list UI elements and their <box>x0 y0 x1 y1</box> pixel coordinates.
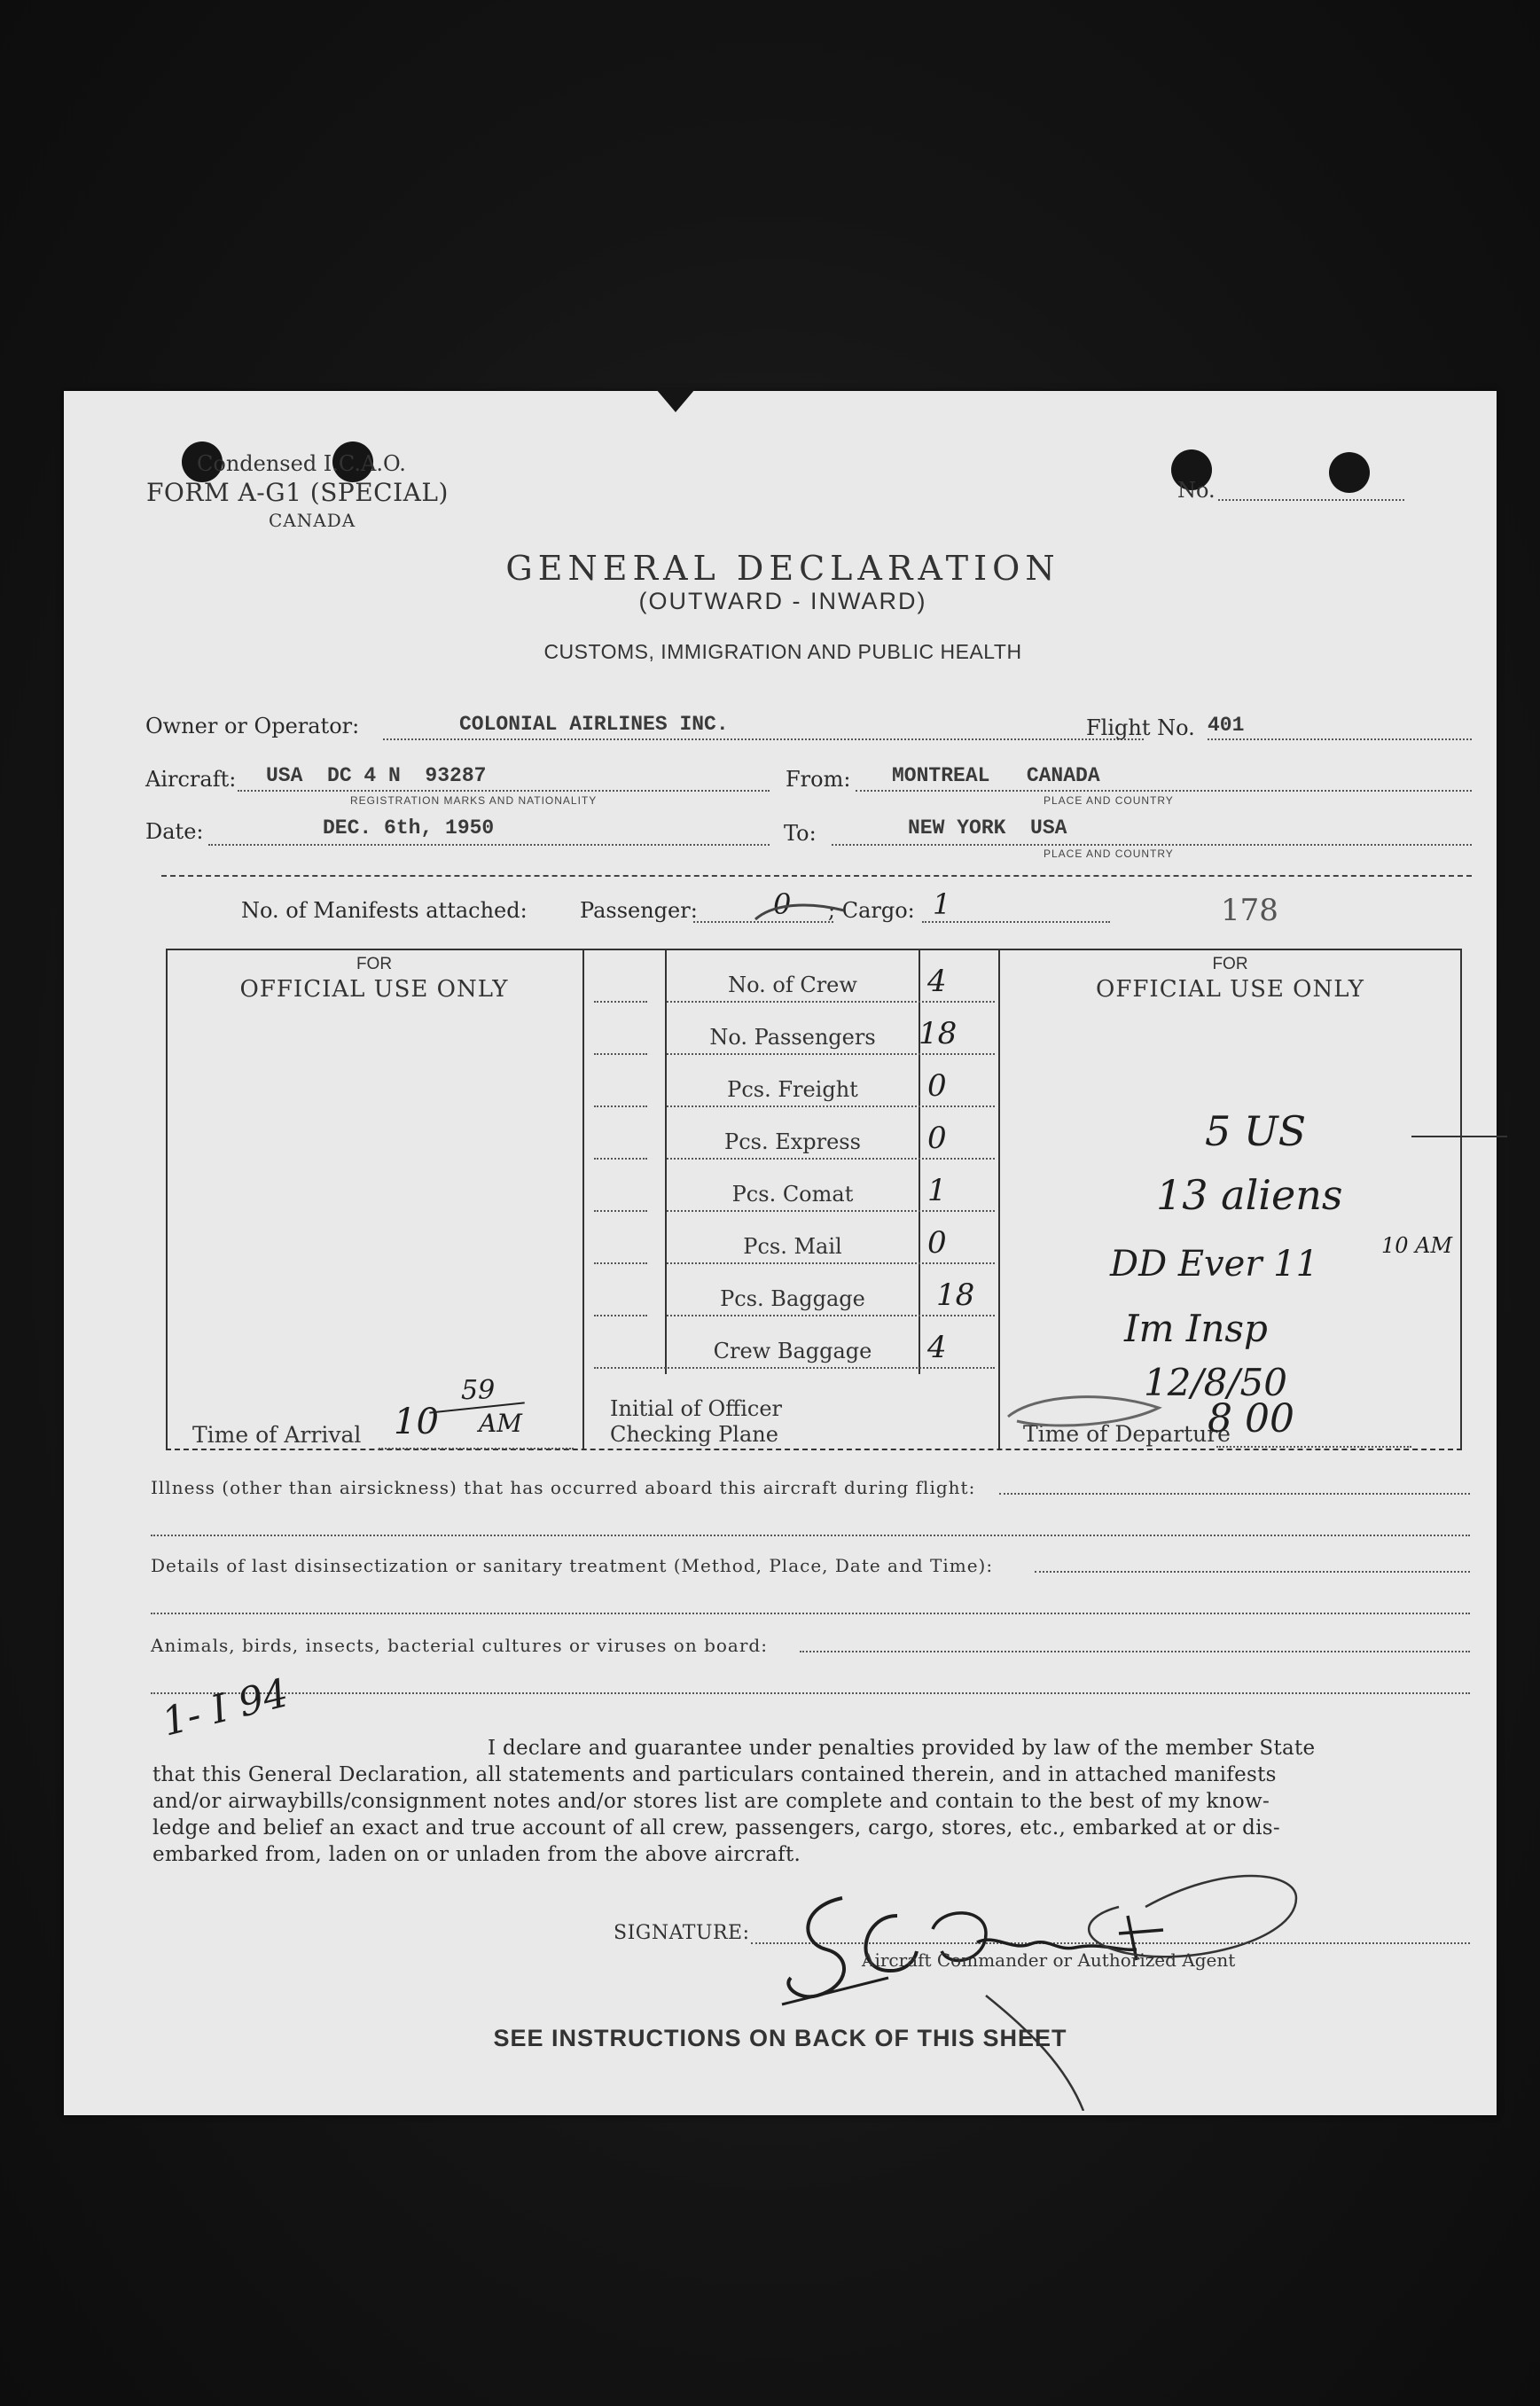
signature-label: SIGNATURE: <box>614 1922 750 1944</box>
animals-line-1 <box>800 1651 1470 1652</box>
form-header-line2: FORM A-G1 (SPECIAL) <box>146 478 449 507</box>
notes-inspector-time: 10 AM <box>1381 1233 1453 1258</box>
aircraft-line <box>238 790 770 792</box>
illness-line-2 <box>151 1535 1470 1536</box>
row-value-comat: 1 <box>927 1173 947 1208</box>
to-label: To: <box>784 821 817 846</box>
row-value-passengers: 18 <box>919 1016 958 1051</box>
cargo-manifest-value: 1 <box>933 887 951 921</box>
row-rule <box>667 1315 995 1316</box>
row-tick <box>594 1053 647 1055</box>
row-value-express: 0 <box>927 1121 947 1156</box>
table-divider-right <box>998 949 1000 1450</box>
row-label-freight: Pcs. Freight <box>727 1077 858 1102</box>
row-tick <box>594 1105 647 1107</box>
row-rule <box>594 1367 995 1369</box>
owner-value: COLONIAL AIRLINES INC. <box>459 713 729 736</box>
flight-line <box>1208 738 1472 740</box>
torn-notch <box>656 389 695 412</box>
form-header-line3: CANADA <box>269 510 356 531</box>
left-for-label: FOR <box>356 955 393 973</box>
arrival-baseline <box>379 1448 574 1449</box>
row-rule <box>667 1158 995 1160</box>
notes-trailing-stroke <box>1411 1136 1507 1137</box>
row-rule <box>667 1053 995 1055</box>
form-header-line1: Condensed I.C.A.O. <box>197 451 406 476</box>
row-tick <box>594 1001 647 1003</box>
form-subheading: CUSTOMS, IMMIGRATION AND PUBLIC HEALTH <box>543 640 1022 663</box>
passenger-manifest-value: 0 <box>773 887 792 921</box>
to-value: NEW YORK USA <box>908 816 1067 840</box>
officer-initial-label-2: Checking Plane <box>610 1422 778 1447</box>
illness-line-1 <box>999 1493 1470 1495</box>
illness-label: Illness (other than airsickness) that has occurred aboard this aircraft during flight: <box>151 1477 976 1498</box>
row-value-baggage: 18 <box>936 1277 975 1313</box>
left-official-label: OFFICIAL USE ONLY <box>239 976 509 1003</box>
table-row <box>587 1330 995 1391</box>
flight-value: 401 <box>1208 714 1245 737</box>
owner-label: Owner or Operator: <box>145 714 360 738</box>
date-line <box>208 844 770 846</box>
departure-value: 8 00 <box>1208 1396 1294 1441</box>
header-separator <box>161 875 1472 877</box>
departure-scribble <box>999 1377 1176 1439</box>
passenger-manifest-label: Passenger: <box>580 898 698 923</box>
from-line <box>856 790 1472 792</box>
margin-note: 1- I 94 <box>157 1670 293 1746</box>
row-tick <box>594 1315 647 1316</box>
row-label-crew-baggage: Crew Baggage <box>713 1339 872 1363</box>
table-divider-left <box>582 949 584 1450</box>
declaration-line-2: that this General Declaration, all statements and particulars contained therein, and in attached manifests <box>152 1763 1277 1786</box>
row-value-crew: 4 <box>927 964 947 999</box>
declaration-line-3: and/or airwaybills/consignment notes and/or stores list are complete and contain to the best of my know- <box>152 1790 1270 1813</box>
manifests-label: No. of Manifests attached: <box>241 898 528 923</box>
flight-label: Flight No. <box>1086 715 1195 740</box>
form-number-label: No. <box>1177 478 1216 503</box>
row-rule <box>667 1210 995 1212</box>
row-value-mail: 0 <box>927 1225 947 1261</box>
passenger-scribble <box>747 894 853 930</box>
row-label-crew: No. of Crew <box>728 973 857 997</box>
cargo-manifest-line <box>922 921 1110 923</box>
row-label-comat: Pcs. Comat <box>731 1182 854 1207</box>
declaration-line-4: ledge and belief an exact and true account of all crew, passengers, cargo, stores, etc., embarked at or dis- <box>152 1816 1280 1840</box>
aircraft-label: Aircraft: <box>145 767 237 792</box>
notes-immigration-insp: Im Insp <box>1124 1307 1268 1350</box>
disinsectization-line-1 <box>1035 1571 1470 1573</box>
from-label: From: <box>786 767 851 792</box>
owner-line <box>383 738 1144 740</box>
row-rule <box>667 1001 995 1003</box>
officer-initial-label-1: Initial of Officer <box>610 1396 783 1421</box>
declaration-line-5: embarked from, laden on or unladen from the above aircraft. <box>152 1843 801 1866</box>
from-value: MONTREAL CANADA <box>892 764 1100 787</box>
departure-baseline <box>1216 1446 1411 1448</box>
row-tick <box>594 1158 647 1160</box>
arrival-minutes: 59 <box>461 1375 496 1406</box>
from-note: PLACE AND COUNTRY <box>1044 794 1174 807</box>
row-rule <box>667 1262 995 1264</box>
row-value-freight: 0 <box>927 1068 947 1104</box>
row-tick <box>594 1262 647 1264</box>
right-official-label: OFFICIAL USE ONLY <box>1096 976 1364 1003</box>
departure-label: Time of Departure <box>1023 1421 1231 1447</box>
date-label: Date: <box>145 819 204 844</box>
row-value-crew-baggage: 4 <box>927 1330 947 1365</box>
row-label-express: Pcs. Express <box>724 1129 861 1154</box>
row-tick <box>594 1210 647 1212</box>
animals-label: Animals, birds, insects, bacterial cultures or viruses on board: <box>151 1635 768 1656</box>
row-label-mail: Pcs. Mail <box>743 1234 842 1259</box>
declaration-line-1: I declare and guarantee under penalties provided by law of the member State <box>488 1737 1316 1760</box>
row-label-baggage: Pcs. Baggage <box>720 1286 865 1311</box>
date-value: DEC. 6th, 1950 <box>323 816 495 840</box>
punch-hole <box>1329 452 1370 493</box>
form-number-line <box>1218 499 1404 501</box>
disinsectization-label: Details of last disinsectization or sanitary treatment (Method, Place, Date and Time): <box>151 1555 994 1576</box>
notes-inspector: DD Ever 11 <box>1110 1244 1319 1285</box>
table-row <box>587 1225 995 1286</box>
row-rule <box>667 1105 995 1107</box>
notes-date: 12/8/50 <box>1144 1361 1287 1404</box>
notes-aliens: 13 aliens <box>1156 1171 1343 1219</box>
arrival-hour: 10 <box>394 1402 439 1442</box>
aircraft-value: USA DC 4 N 93287 <box>266 764 487 787</box>
arrival-label: Time of Arrival <box>192 1422 362 1448</box>
disinsectization-line-2 <box>151 1613 1470 1614</box>
to-line <box>832 844 1472 846</box>
declaration-form-sheet <box>64 391 1497 2115</box>
stamp-number: 178 <box>1221 893 1278 928</box>
to-note: PLACE AND COUNTRY <box>1044 848 1174 860</box>
aircraft-note: REGISTRATION MARKS AND NATIONALITY <box>350 794 598 807</box>
animals-line-2 <box>151 1692 1470 1694</box>
form-title: GENERAL DECLARATION <box>505 549 1060 588</box>
signature-caption: Aircraft Commander or Authorized Agent <box>862 1949 1236 1971</box>
notes-us-citizens: 5 US <box>1205 1107 1307 1155</box>
footer-instructions: SEE INSTRUCTIONS ON BACK OF THIS SHEET <box>493 2025 1067 2051</box>
arrival-ampm: AM <box>479 1409 522 1438</box>
cargo-manifest-label: ; Cargo: <box>828 898 915 923</box>
handwritten-signature <box>764 1845 1385 2111</box>
right-for-label: FOR <box>1212 955 1248 973</box>
form-subtitle: (OUTWARD - INWARD) <box>638 588 927 614</box>
row-label-passengers: No. Passengers <box>709 1025 876 1050</box>
